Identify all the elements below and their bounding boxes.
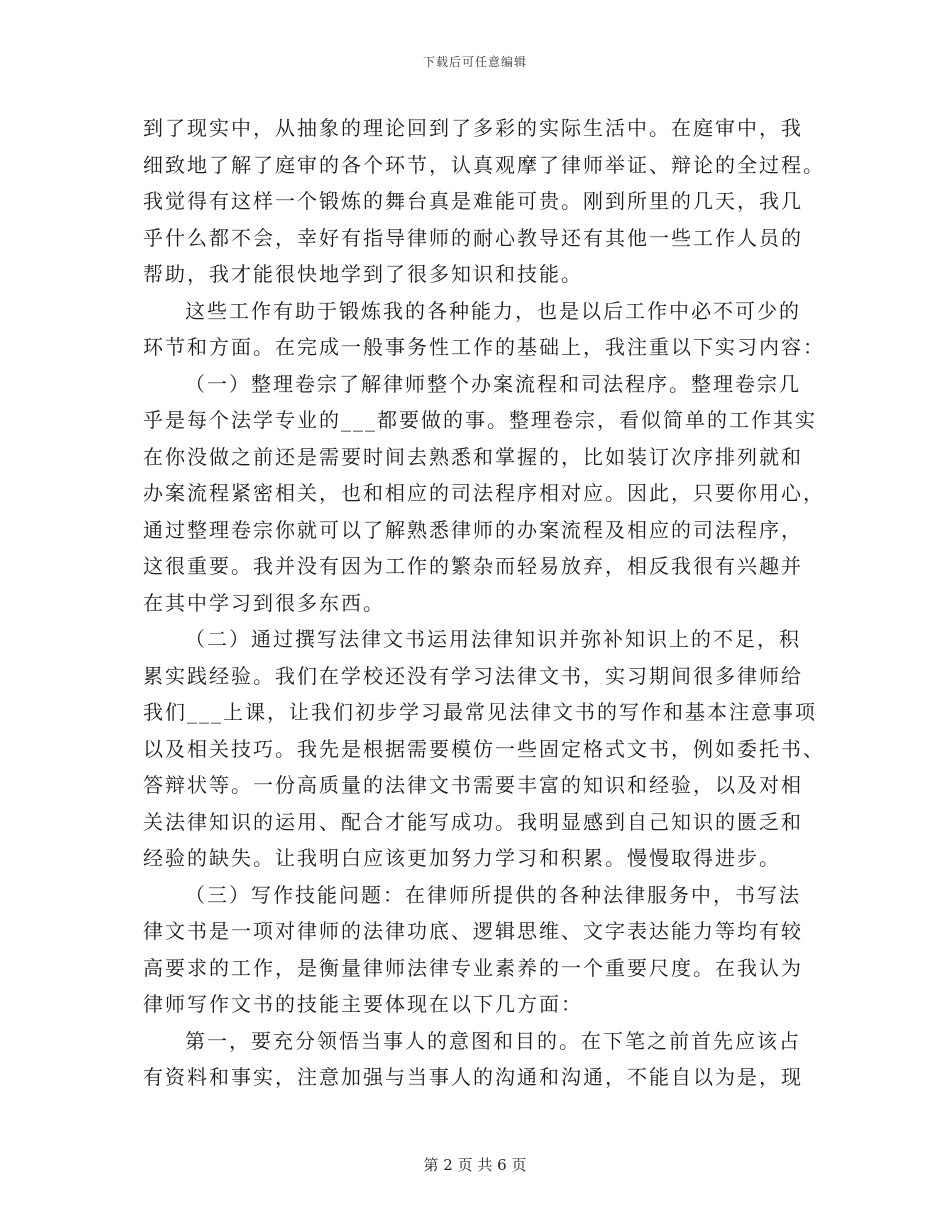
text-line: 经验的缺失。让我明白应该更加努力学习和积累。慢慢取得进步。 (143, 846, 781, 870)
text-line: 乎是每个法学专业的___都要做的事。整理卷宗，看似简单的工作其实 (143, 408, 817, 432)
text-line: （二）通过撰写法律文书运用法律知识并弥补知识上的不足，积 (185, 627, 801, 651)
text-line: （一）整理卷宗了解律师整个办案流程和司法程序。整理卷宗几 (185, 371, 801, 396)
paragraph-4 (143, 621, 825, 877)
text-line: 办案流程紧密相关，也和相应的司法程序相对应。因此，只要你用心， (143, 481, 825, 505)
text-line: 律师写作文书的技能主要体现在以下几方面： (143, 992, 583, 1016)
document-body (143, 110, 825, 1096)
text-line: 答辩状等。一份高质量的法律文书需要丰富的知识和经验，以及对相 (143, 773, 803, 797)
text-line: 以及相关技巧。我先是根据需要模仿一些固定格式文书，例如委托书、 (143, 736, 825, 761)
paragraph-5 (143, 877, 807, 1023)
text-line: 在你没做之前还是需要时间去熟悉和掌握的，比如装订次序排列就和 (143, 444, 803, 469)
text-line: 关法律知识的运用、配合才能写成功。我明显感到自己知识的匮乏和 (143, 809, 803, 834)
text-line: 高要求的工作，是衡量律师法律专业素养的一个重要尺度。在我认为 (143, 955, 803, 980)
paragraph-6 (143, 1023, 807, 1096)
text-line: 累实践经验。我们在学校还没有学习法律文书，实习期间很多律师给 (143, 663, 803, 688)
text-line: 在其中学习到很多东西。 (143, 590, 385, 615)
text-line: 这很重要。我并没有因为工作的繁杂而轻易放弃，相反我很有兴趣并 (143, 554, 803, 578)
text-line: 乎什么都不会，幸好有指导律师的耐心教导还有其他一些工作人员的 (143, 225, 803, 250)
text-line: 有资料和事实，注意加强与当事人的沟通和沟通，不能自以为是，现 (143, 1065, 803, 1089)
text-line: 第一，要充分领悟当事人的意图和目的。在下笔之前首先应该占 (185, 1028, 801, 1053)
text-line: 环节和方面。在完成一般事务性工作的基础上，我注重以下实习内容： (143, 335, 825, 359)
text-line: （三）写作技能问题：在律师所提供的各种法律服务中，书写法 (185, 882, 801, 907)
text-line: 细致地了解了庭审的各个环节，认真观摩了律师举证、辩论的全过程。 (143, 152, 825, 177)
paragraph-1 (143, 110, 825, 293)
page-header: 下载后可任意编辑 (422, 55, 527, 69)
text-line: 律文书是一项对律师的法律功底、逻辑思维、文字表达能力等均有较 (143, 919, 803, 943)
text-line: 到了现实中，从抽象的理论回到了多彩的实际生活中。在庭审中，我 (143, 116, 803, 140)
text-line: 我们___上课，让我们初步学习最常见法律文书的写作和基本注意事项 (143, 700, 817, 724)
paragraph-3 (143, 366, 825, 622)
text-line: 我觉得有这样一个锻炼的舞台真是难能可贵。刚到所里的几天，我几 (143, 189, 803, 213)
page-footer: 第 2 页 共 6 页 (423, 1156, 527, 1174)
text-line: 帮助，我才能很快地学到了很多知识和技能。 (143, 262, 583, 286)
text-line: 这些工作有助于锻炼我的各种能力，也是以后工作中必不可少的 (185, 298, 801, 323)
paragraph-2 (143, 293, 825, 366)
text-line: 通过整理卷宗你就可以了解熟悉律师的办案流程及相应的司法程序， (143, 517, 803, 542)
